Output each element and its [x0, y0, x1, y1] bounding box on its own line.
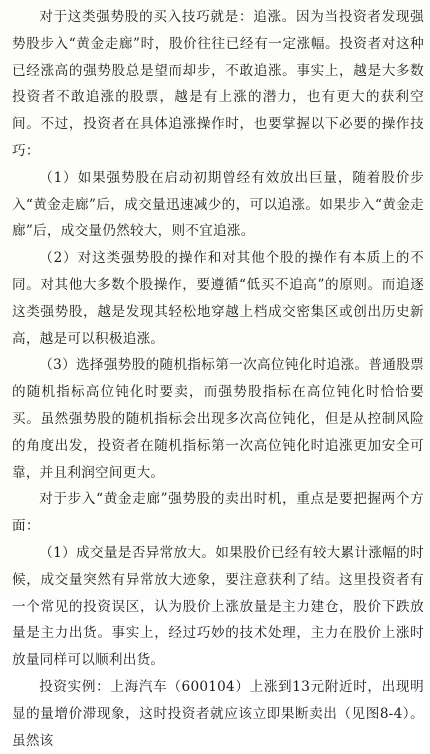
paragraph-sell-intro: 对于步入“黄金走廊”强势股的卖出时机，重点是要把握两个方面：	[12, 491, 424, 535]
body-text	[12, 4, 424, 754]
paragraph-buy-tip-1: （1）如果强势股在启动初期曾经有效放出巨量，随着股价步入“黄金走廊”后，成交量迅速减少的，可以追涨。如果步入“黄金走廊”后，成交量仍然较大，则不宜追涨。	[12, 169, 424, 240]
paragraph-buy-tip-3: （3）选择强势股的随机指标第一次高位钝化时追涨。普通股票的随机指标高位钝化时要卖，而强势股指标在高位钝化时恰恰要买。虽然强势股的随机指标会出现多次高位钝化，但是从控制风险的角度出发，投资者在随机指标第一次高位钝化时追涨更加安全可靠，并且利润空间更大。	[12, 357, 424, 481]
paragraph-buy-tip-2: （2）对这类强势股的操作和对其他个股的操作有本质上的不同。对其他大多数个股操作，要遵循“低买不追高”的原则。而追逐这类强势股，越是发现其轻松地穿越上档成交密集区或创出历史新高，越是可以积极追涨。	[12, 250, 424, 347]
paragraph-example: 投资实例：上海汽车（600104）上涨到13元附近时，出现明显的量增价滞现象，这时投资者就应该立即果断卖出（见图8-4）。虽然该	[12, 678, 424, 749]
paragraph-intro: 对于这类强势股的买入技巧就是：追涨。因为当投资者发现强势股步入“黄金走廊”时，股价往往已经有一定涨幅。投资者对这种已经涨高的强势股总是望而却步，不敢追涨。事实上，越是大多数投资者不敢追涨的股票，越是有上涨的潜力，也有更大的获利空间。不过，投资者在具体追涨操作时，也要掌握以下必要的操作技巧：	[12, 9, 424, 159]
paragraph-sell-tip-1: （1）成交量是否异常放大。如果股价已经有较大累计涨幅的时候，成交量突然有异常放大迹象，要注意获利了结。这里投资者有一个常见的投资误区，认为股价上涨放量是主力建仓，股价下跌放量是主力出货。事实上，经过巧妙的技术处理，主力在股价上涨时放量同样可以顺利出货。	[12, 544, 424, 669]
